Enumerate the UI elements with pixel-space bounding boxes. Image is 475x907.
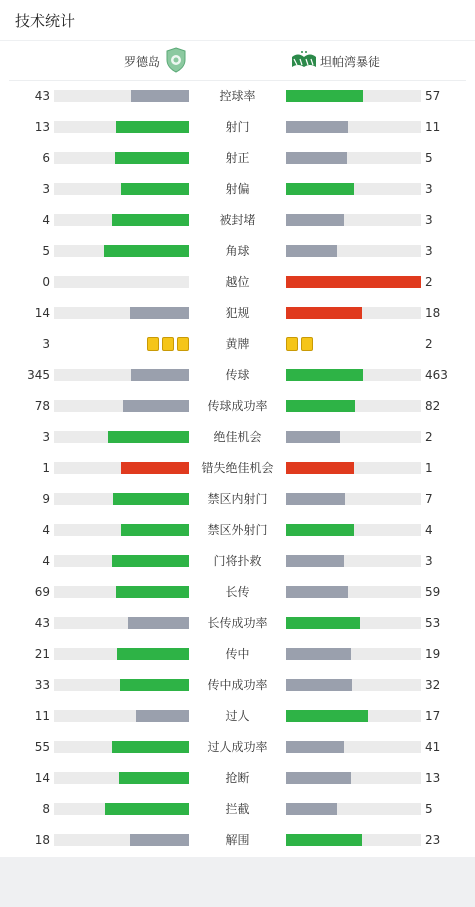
away-bar-fill: [286, 586, 348, 598]
away-bar-track: [286, 369, 421, 381]
stat-label: 抢断: [225, 771, 250, 785]
away-bar-fill: [286, 183, 354, 195]
away-value: 13: [425, 771, 441, 785]
away-bar-track: [286, 710, 421, 722]
away-team: [290, 48, 380, 74]
stat-row: [0, 830, 475, 850]
away-bar-fill: [286, 555, 344, 567]
stat-row: [0, 582, 475, 602]
stat-label: 门将扑救: [213, 554, 262, 568]
away-bar-fill: [286, 741, 344, 753]
stat-label: 解围: [225, 833, 250, 847]
away-bar-track: [286, 121, 421, 133]
away-value: 3: [425, 182, 433, 196]
stat-label: 过人成功率: [207, 740, 268, 754]
home-bar-track: [54, 555, 189, 567]
home-value: 33: [34, 678, 50, 692]
stat-row: [0, 365, 475, 385]
away-bar-fill: [286, 307, 362, 319]
away-bar-fill: [286, 710, 368, 722]
stat-label: 黄牌: [225, 337, 250, 351]
home-bar-track: [54, 834, 189, 846]
away-bar-fill: [286, 679, 352, 691]
stat-label: 犯规: [225, 306, 250, 320]
away-bar-fill: [286, 214, 344, 226]
home-bar-fill: [112, 555, 189, 567]
yellow-card-icon: [301, 337, 313, 351]
away-bar-fill: [286, 121, 348, 133]
home-bar-track: [54, 276, 189, 288]
home-yellow-cards: [147, 337, 189, 351]
stat-row: [0, 210, 475, 230]
away-value: 53: [425, 616, 441, 630]
home-bar-track: [54, 586, 189, 598]
away-value: 32: [425, 678, 441, 692]
page-title: 技术统计: [15, 11, 76, 30]
away-value: 3: [425, 213, 433, 227]
stat-row: [0, 179, 475, 199]
stat-label: 传中成功率: [207, 678, 268, 692]
home-bar-fill: [131, 90, 189, 102]
away-value: 2: [425, 275, 433, 289]
panel-header: [0, 0, 475, 41]
away-value: 1: [425, 461, 433, 475]
away-bar-track: [286, 276, 421, 288]
yellow-card-icon: [177, 337, 189, 351]
away-value: 17: [425, 709, 441, 723]
away-bar-track: [286, 493, 421, 505]
away-team-crest-icon: [290, 49, 318, 74]
home-value: 3: [42, 337, 50, 351]
home-value: 18: [34, 833, 50, 847]
away-team-name: 坦帕湾暴徒: [320, 54, 381, 69]
stat-row: [0, 644, 475, 664]
home-value: 345: [27, 368, 50, 382]
home-bar-fill: [130, 834, 189, 846]
stat-label: 被封堵: [219, 213, 256, 227]
home-value: 3: [42, 430, 50, 444]
home-value: 14: [34, 771, 50, 785]
away-bar-track: [286, 214, 421, 226]
away-bar-track: [286, 245, 421, 257]
home-bar-fill: [108, 431, 189, 443]
stat-row: [0, 427, 475, 447]
home-value: 4: [42, 213, 50, 227]
stat-row: [0, 86, 475, 106]
away-value: 5: [425, 802, 433, 816]
stat-row: [0, 675, 475, 695]
home-bar-track: [54, 431, 189, 443]
stat-row: [0, 117, 475, 137]
home-value: 14: [34, 306, 50, 320]
away-value: 11: [425, 120, 441, 134]
home-bar-track: [54, 648, 189, 660]
away-bar-fill: [286, 245, 337, 257]
home-value: 43: [34, 616, 50, 630]
home-team-crest-icon: [165, 47, 187, 76]
away-bar-track: [286, 90, 421, 102]
home-bar-fill: [116, 121, 189, 133]
home-bar-track: [54, 369, 189, 381]
away-bar-fill: [286, 152, 347, 164]
away-bar-track: [286, 524, 421, 536]
home-bar-track: [54, 772, 189, 784]
away-value: 2: [425, 430, 433, 444]
stat-row: [0, 272, 475, 292]
away-bar-track: [286, 431, 421, 443]
home-bar-fill: [136, 710, 189, 722]
home-value: 1: [42, 461, 50, 475]
away-bar-fill: [286, 369, 363, 381]
stat-row: [0, 396, 475, 416]
home-bar-track: [54, 121, 189, 133]
away-bar-track: [286, 803, 421, 815]
home-value: 4: [42, 554, 50, 568]
home-value: 8: [42, 802, 50, 816]
home-bar-track: [54, 741, 189, 753]
away-bar-track: [286, 307, 421, 319]
away-value: 23: [425, 833, 441, 847]
away-yellow-cards: [286, 337, 313, 351]
stat-label: 传中: [225, 647, 250, 661]
home-bar-fill: [116, 586, 189, 598]
away-value: 57: [425, 89, 441, 103]
stat-row: [0, 148, 475, 168]
stat-row: [0, 799, 475, 819]
home-bar-track: [54, 617, 189, 629]
stat-label: 长传成功率: [207, 616, 268, 630]
away-bar-fill: [286, 772, 351, 784]
away-bar-fill: [286, 431, 340, 443]
home-bar-fill: [105, 803, 189, 815]
yellow-card-icon: [147, 337, 159, 351]
home-bar-fill: [115, 152, 189, 164]
away-bar-fill: [286, 276, 421, 288]
home-value: 55: [34, 740, 50, 754]
home-value: 78: [34, 399, 50, 413]
home-bar-fill: [131, 369, 189, 381]
home-bar-track: [54, 152, 189, 164]
home-bar-fill: [117, 648, 189, 660]
yellow-card-icon: [162, 337, 174, 351]
away-bar-fill: [286, 648, 351, 660]
away-value: 7: [425, 492, 433, 506]
home-bar-track: [54, 679, 189, 691]
stat-label: 错失绝佳机会: [201, 461, 274, 475]
home-team-name: 罗德岛: [123, 54, 160, 69]
away-value: 4: [425, 523, 433, 537]
home-bar-fill: [119, 772, 189, 784]
home-bar-track: [54, 183, 189, 195]
stat-row: [0, 768, 475, 788]
home-bar-track: [54, 245, 189, 257]
stat-label: 绝佳机会: [213, 430, 262, 444]
stat-label: 禁区内射门: [207, 492, 268, 506]
away-bar-track: [286, 555, 421, 567]
stat-row: [0, 241, 475, 261]
stat-row: [0, 458, 475, 478]
home-bar-fill: [104, 245, 189, 257]
home-value: 5: [42, 244, 50, 258]
away-bar-fill: [286, 462, 354, 474]
away-bar-track: [286, 152, 421, 164]
home-bar-track: [54, 400, 189, 412]
home-value: 0: [42, 275, 50, 289]
away-value: 18: [425, 306, 441, 320]
home-bar-track: [54, 214, 189, 226]
home-bar-fill: [121, 524, 189, 536]
away-bar-fill: [286, 90, 363, 102]
stat-row: [0, 334, 475, 354]
home-bar-fill: [120, 679, 189, 691]
home-value: 6: [42, 151, 50, 165]
home-bar-fill: [112, 741, 189, 753]
away-bar-fill: [286, 524, 354, 536]
away-value: 3: [425, 244, 433, 258]
stat-row: [0, 737, 475, 757]
away-bar-track: [286, 772, 421, 784]
stat-label: 长传: [225, 585, 250, 599]
stat-row: [0, 551, 475, 571]
away-value: 59: [425, 585, 441, 599]
home-value: 43: [34, 89, 50, 103]
home-bar-track: [54, 307, 189, 319]
away-value: 41: [425, 740, 441, 754]
home-value: 13: [34, 120, 50, 134]
stat-label: 射正: [225, 151, 250, 165]
away-bar-track: [286, 648, 421, 660]
away-bar-fill: [286, 493, 345, 505]
team-header: [9, 41, 466, 81]
stat-label: 射门: [225, 120, 250, 134]
away-value: 2: [425, 337, 433, 351]
away-value: 463: [425, 368, 448, 382]
away-bar-track: [286, 462, 421, 474]
home-bar-fill: [128, 617, 189, 629]
home-value: 4: [42, 523, 50, 537]
away-bar-track: [286, 400, 421, 412]
away-bar-fill: [286, 834, 362, 846]
home-value: 21: [34, 647, 50, 661]
stat-row: [0, 520, 475, 540]
home-value: 11: [34, 709, 50, 723]
home-bar-fill: [113, 493, 189, 505]
stat-row: [0, 613, 475, 633]
stat-label: 射偏: [225, 182, 250, 196]
away-bar-track: [286, 586, 421, 598]
away-bar-track: [286, 834, 421, 846]
home-bar-track: [54, 710, 189, 722]
home-bar-track: [54, 493, 189, 505]
stat-label: 角球: [225, 244, 250, 258]
home-bar-fill: [123, 400, 189, 412]
stat-label: 传球成功率: [207, 399, 268, 413]
home-value: 9: [42, 492, 50, 506]
home-bar-fill: [121, 462, 189, 474]
away-bar-track: [286, 741, 421, 753]
away-value: 3: [425, 554, 433, 568]
yellow-card-icon: [286, 337, 298, 351]
home-value: 69: [34, 585, 50, 599]
stat-row: [0, 489, 475, 509]
away-bar-fill: [286, 400, 355, 412]
stat-label: 传球: [225, 368, 250, 382]
away-value: 19: [425, 647, 441, 661]
stat-label: 控球率: [219, 89, 256, 103]
home-bar-fill: [121, 183, 189, 195]
stat-label: 越位: [225, 275, 250, 289]
home-bar-fill: [112, 214, 189, 226]
away-value: 5: [425, 151, 433, 165]
home-bar-track: [54, 524, 189, 536]
stat-label: 过人: [225, 709, 250, 723]
stat-label: 拦截: [225, 802, 250, 816]
away-bar-fill: [286, 803, 337, 815]
stat-label: 禁区外射门: [207, 523, 268, 537]
away-bar-fill: [286, 617, 360, 629]
home-bar-fill: [130, 307, 189, 319]
home-team: [124, 48, 187, 74]
stat-row: [0, 706, 475, 726]
home-bar-track: [54, 90, 189, 102]
home-value: 3: [42, 182, 50, 196]
home-bar-track: [54, 462, 189, 474]
away-bar-track: [286, 617, 421, 629]
away-value: 82: [425, 399, 441, 413]
away-bar-track: [286, 679, 421, 691]
home-bar-track: [54, 803, 189, 815]
away-bar-track: [286, 183, 421, 195]
stat-row: [0, 303, 475, 323]
